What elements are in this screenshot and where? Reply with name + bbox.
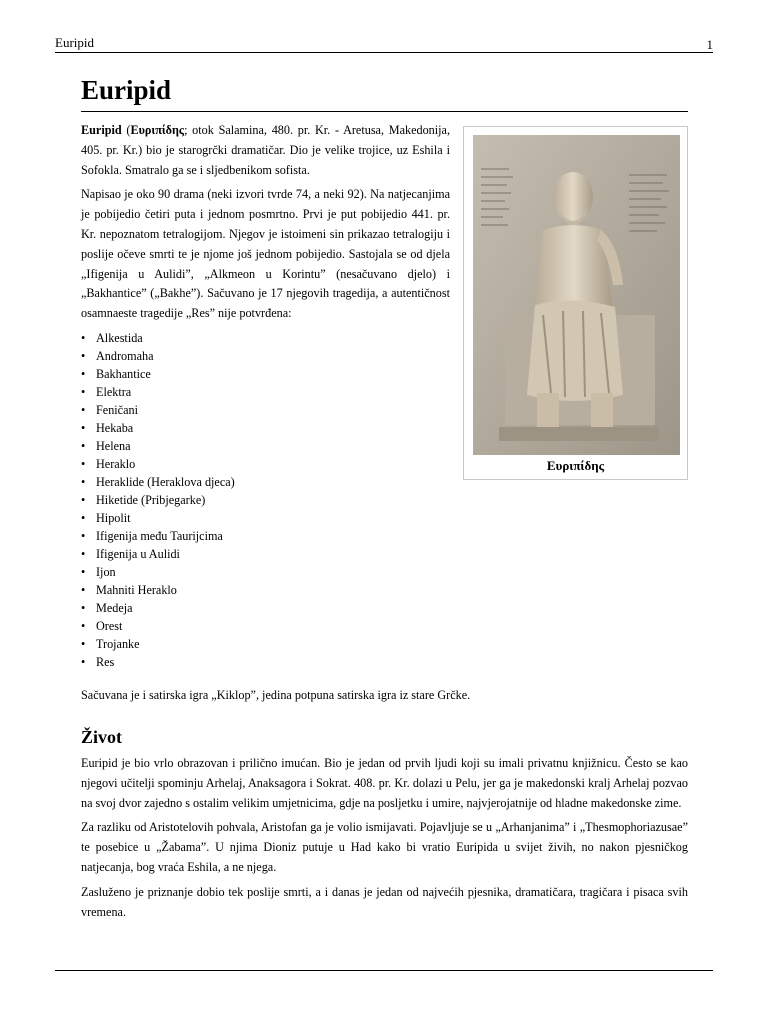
- play-title: Hekaba: [96, 420, 134, 435]
- footer-rule: [55, 970, 713, 971]
- play-title: Heraklo: [96, 456, 136, 471]
- list-item: [81, 419, 450, 437]
- bullet-icon: •: [81, 654, 86, 669]
- list-item: [81, 473, 450, 491]
- bullet-icon: •: [81, 348, 86, 363]
- intro-name: Euripid: [81, 123, 122, 137]
- play-title: Mahniti Heraklo: [96, 582, 177, 597]
- play-title: Heraklide (Heraklova djeca): [96, 474, 235, 489]
- works-paragraph: Napisao je oko 90 drama (neki izvori tvrde 74, a neki 92). Na natjecanjima je pobijedio četiri puta i jednom posmrtno. Prvi je put pobijedio 441. pr. Kr. nepoznatom tetralogijom. Njegov je istoimeni sin prikazao tetralogiju i poslije očeve smrti te je njome još jednom pobijedio. Sastojala se od djela „Ifigenija u Aulidi”, „Alkmeon u Korintu” (nesačuvano djelo) i „Bakhantice” („Bakhe”). Sačuvano je 17 njegovih tragedija, a autentičnost osamnaeste tragedije „Res” nije potvrđena:: [81, 187, 450, 321]
- list-item: [81, 347, 450, 365]
- list-item: [81, 581, 450, 599]
- list-item: [81, 617, 450, 635]
- list-item: [81, 383, 450, 401]
- bullet-icon: •: [81, 384, 86, 399]
- life-paragraph-3: Zasluženo je priznanje dobio tek poslije smrti, a i danas je jedan od najvećih pjesnika, dramatičara, tragičara i pisaca svih vremena.: [81, 884, 688, 919]
- list-item: [81, 563, 450, 581]
- intro-paragraph: Euripid (Ευριπίδης; otok Salamina, 480. pr. Kr. - Aretusa, Makedonija, 405. pr. Kr.) bio je starogrčki dramatičar. Dio je velike trojice, uz Eshila i Sofokla. Smatralo ga se i sljedbenikom sofista.: [81, 123, 451, 177]
- play-title: Orest: [96, 618, 123, 633]
- list-item: [81, 401, 450, 419]
- bullet-icon: •: [81, 456, 86, 471]
- bullet-icon: •: [81, 510, 86, 525]
- list-item: [81, 653, 450, 671]
- play-title: Elektra: [96, 384, 132, 399]
- play-title: Ifigenija u Aulidi: [96, 546, 180, 561]
- bullet-icon: •: [81, 366, 86, 381]
- list-item: [81, 491, 450, 509]
- play-title: Hipolit: [96, 510, 131, 525]
- bullet-icon: •: [81, 330, 86, 345]
- list-item: [81, 527, 450, 545]
- list-item: [81, 455, 450, 473]
- bullet-icon: •: [81, 600, 86, 615]
- play-title: Hiketide (Pribjegarke): [96, 492, 206, 507]
- list-item: [81, 545, 450, 563]
- bullet-icon: •: [81, 474, 86, 489]
- bullet-icon: •: [81, 582, 86, 597]
- satyr-note-block: [81, 686, 688, 711]
- infobox-figure: [463, 126, 688, 480]
- play-title: Alkestida: [96, 330, 143, 345]
- running-head-title: Euripid: [55, 35, 94, 50]
- play-title: Helena: [96, 438, 131, 453]
- article-title: Euripid: [81, 73, 688, 112]
- intro-column: [81, 121, 450, 671]
- bullet-icon: •: [81, 420, 86, 435]
- list-item: [81, 509, 450, 527]
- running-head: [55, 34, 713, 53]
- play-title: Res: [96, 654, 115, 669]
- life-paragraph-2: Za razliku od Aristotelovih pohvala, Aristofan ga je volio ismijavati. Pojavljuje se u „Arhanjanima” i „Thesmophoriazusae” te posebice u „Žabama”. U njima Dioniz putuje u Had kako bi vratio Euripida u svijet živih, no nakon pjesničkog natjecanja, bog vraća Eshila, a ne njega.: [81, 820, 688, 874]
- bullet-icon: •: [81, 402, 86, 417]
- life-paragraph-1: Euripid je bio vrlo obrazovan i prilično imućan. Bio je jedan od prvih ljudi koji su imali privatnu knjižnicu. Često se kao njegovi učitelji spominju Arhelaj, Anaksagora i Sokrat. 408. pr. Kr. dolazi u Pelu, jer ga je makedonski kralj Arhelaj pozvao na svoj dvor zajedno s ostalim velikim umjetnicima, gdje na posljetku i umire, najvjerojatnije od hladne makedonske zime.: [81, 756, 688, 810]
- play-title: Andromaha: [96, 348, 154, 363]
- play-title: Ifigenija među Taurijcima: [96, 528, 223, 543]
- statue-image: [473, 135, 680, 455]
- bullet-icon: •: [81, 546, 86, 561]
- figure-caption: Ευριπίδης: [546, 458, 605, 473]
- play-title: Bakhantice: [96, 366, 151, 381]
- play-title: Trojanke: [96, 636, 140, 651]
- plays-list: [81, 329, 450, 671]
- bullet-icon: •: [81, 492, 86, 507]
- bullet-icon: •: [81, 438, 86, 453]
- page-number: 1: [706, 37, 713, 52]
- section-heading-zivot: Život: [81, 727, 123, 747]
- list-item: [81, 635, 450, 653]
- list-item: [81, 365, 450, 383]
- bullet-icon: •: [81, 528, 86, 543]
- play-title: Medeja: [96, 600, 133, 615]
- satyr-note: Sačuvana je i satirska igra „Kiklop”, jedina potpuna satirska igra iz stare Grčke.: [81, 688, 471, 702]
- list-item: [81, 599, 450, 617]
- intro-greek-name: Ευριπίδης: [130, 123, 185, 137]
- bullet-icon: •: [81, 636, 86, 651]
- life-section: [81, 726, 688, 927]
- list-item: [81, 329, 450, 347]
- intro-rest: ; otok Salamina, 480. pr. Kr. - Aretusa, Makedonija, 405. pr. Kr.) bio je starogrčki dramatičar. Dio je velike trojice, uz Eshila i Sofokla. Smatralo ga se i sljedbenikom sofista.: [81, 123, 451, 177]
- bullet-icon: •: [81, 564, 86, 579]
- bullet-icon: •: [81, 618, 86, 633]
- play-title: Feničani: [96, 402, 138, 417]
- play-title: Ijon: [96, 564, 116, 579]
- list-item: [81, 437, 450, 455]
